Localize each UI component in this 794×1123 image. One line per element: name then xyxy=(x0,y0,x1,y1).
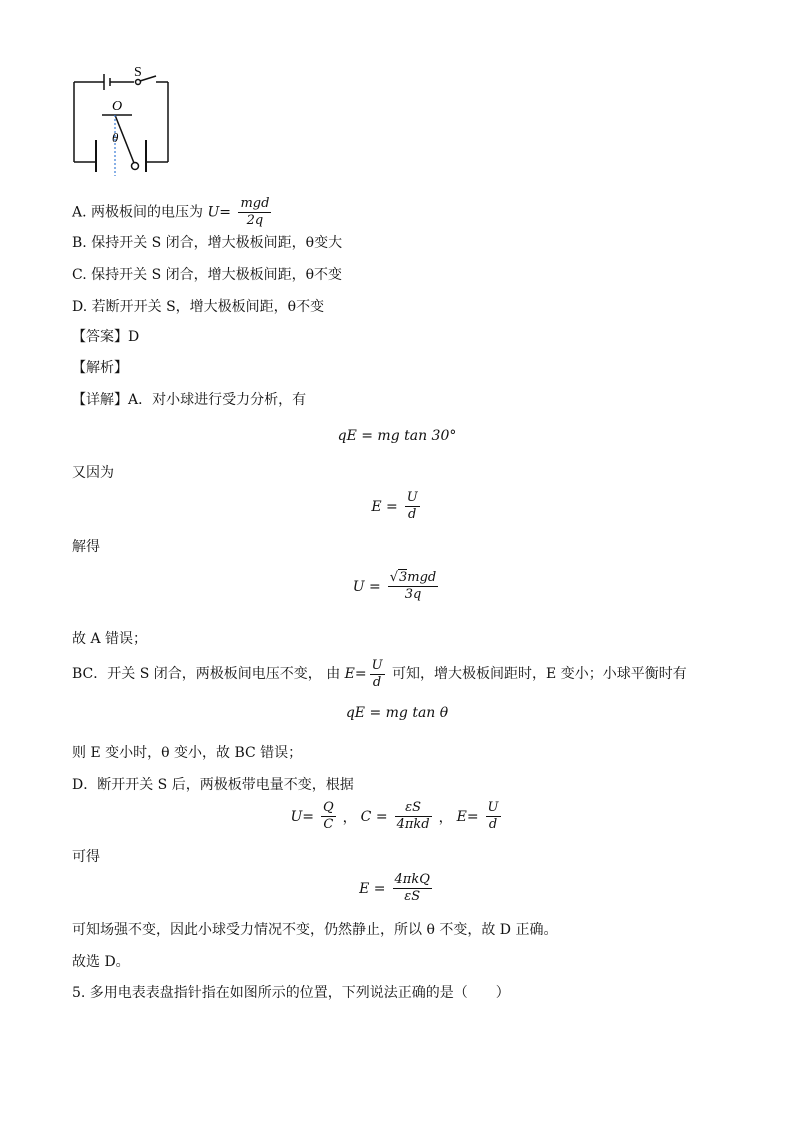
eq5-c-lhs: C = xyxy=(360,808,388,825)
bc-text-3: 则 E 变小时，θ 变小，故 BC 错误； xyxy=(72,745,303,761)
bc-fraction xyxy=(370,658,385,691)
angle-label: θ xyxy=(112,130,119,145)
circuit-figure xyxy=(60,60,190,185)
sqrt-icon: √ xyxy=(389,570,398,585)
d-text-1: D．断开开关 S 后，两极板带电量不变，根据 xyxy=(72,777,354,793)
eq2-fraction xyxy=(405,490,420,523)
equation-1: qE = mg tan 30° xyxy=(337,428,457,444)
eq6-lhs: E = xyxy=(359,880,386,897)
option-c: C. 保持开关 S 闭合，增大极板间距，θ不变 xyxy=(72,267,343,283)
eq3-num-rest: mgd xyxy=(407,570,437,585)
option-b: B. 保持开关 S 闭合，增大极板间距，θ变大 xyxy=(72,235,343,251)
eq5-c-denominator: 4πkd xyxy=(396,817,430,832)
charged-ball xyxy=(132,163,139,170)
eq2-numerator: U xyxy=(406,490,418,505)
switch-contact xyxy=(136,80,141,85)
option-a-var: U xyxy=(207,204,220,221)
equation-6 xyxy=(0,872,794,905)
bc-text-1: BC．开关 S 闭合，两极板间电压不变， 由 xyxy=(72,666,341,682)
eq5-e-denominator: d xyxy=(488,817,498,832)
conclusion-text: 可知场强不变，因此小球受力情况不变，仍然静止，所以 θ 不变，故 D 正确。 xyxy=(72,922,558,938)
analysis-label: 【解析】 xyxy=(72,360,128,376)
eq3-radicand: 3 xyxy=(399,570,408,585)
eq6-fraction xyxy=(393,872,432,905)
eq3-denominator: 3q xyxy=(404,587,422,602)
bc-numerator: U xyxy=(371,657,383,673)
eq5-sep-2: ， xyxy=(438,809,453,826)
switch-lever xyxy=(140,76,156,81)
bc-line xyxy=(72,656,687,692)
bc-denominator: d xyxy=(372,674,382,690)
eq5-sep-1: ， xyxy=(342,809,357,826)
bc-text-2: 可知，增大极板间距时，E 变小；小球平衡时有 xyxy=(392,666,687,682)
option-d: D. 若断开开关 S，增大极板间距，θ不变 xyxy=(72,299,325,315)
eq5-u-denominator: C xyxy=(323,817,334,832)
eq5-e-numerator: U xyxy=(487,800,499,815)
equation-2 xyxy=(0,490,794,523)
can-get-text: 可得 xyxy=(72,849,100,865)
equation-5 xyxy=(0,800,794,833)
eq2-denominator: d xyxy=(408,507,417,522)
a-wrong-text: 故 A 错误； xyxy=(72,631,148,647)
equation-4: qE = mg tan θ xyxy=(345,705,449,721)
choose-text: 故选 D。 xyxy=(72,954,130,970)
option-a-numerator: mgd xyxy=(240,196,270,211)
eq3-fraction xyxy=(388,570,439,603)
eq5-e-lhs: E= xyxy=(456,808,479,825)
eq5-u-fraction xyxy=(321,800,336,833)
option-a-denominator: 2q xyxy=(246,213,264,228)
eq6-denominator: εS xyxy=(404,889,421,904)
option-a-fraction xyxy=(238,196,271,229)
bc-e: E= xyxy=(344,666,367,682)
eq2-lhs: E = xyxy=(371,498,398,515)
answer-label: 【答案】 xyxy=(72,329,128,345)
switch-label: S xyxy=(134,65,142,80)
option-a-eq: = xyxy=(219,204,232,221)
eq6-numerator: 4πkQ xyxy=(394,872,430,887)
pivot-label: O xyxy=(112,99,123,114)
detail-intro: 【详解】A．对小球进行受力分析，有 xyxy=(72,392,307,408)
eq5-c-numerator: εS xyxy=(395,800,432,817)
answer-line xyxy=(72,327,139,347)
eq3-numerator xyxy=(388,570,439,587)
next-question: 5. 多用电表表盘指针指在如图所示的位置，下列说法正确的是（ ） xyxy=(72,985,510,1001)
eq5-c-fraction xyxy=(395,800,432,833)
eq5-e-fraction xyxy=(486,800,501,833)
eq5-u-numerator: Q xyxy=(323,800,334,815)
solve-text: 解得 xyxy=(72,539,100,555)
eq3-lhs: U = xyxy=(352,578,381,595)
eq5-u-lhs: U= xyxy=(290,808,314,825)
option-a xyxy=(72,196,274,229)
equation-3 xyxy=(0,570,794,603)
option-a-text: A. 两极板间的电压为 xyxy=(72,204,204,221)
also-because-text: 又因为 xyxy=(72,465,114,481)
answer-value: D xyxy=(128,329,140,345)
